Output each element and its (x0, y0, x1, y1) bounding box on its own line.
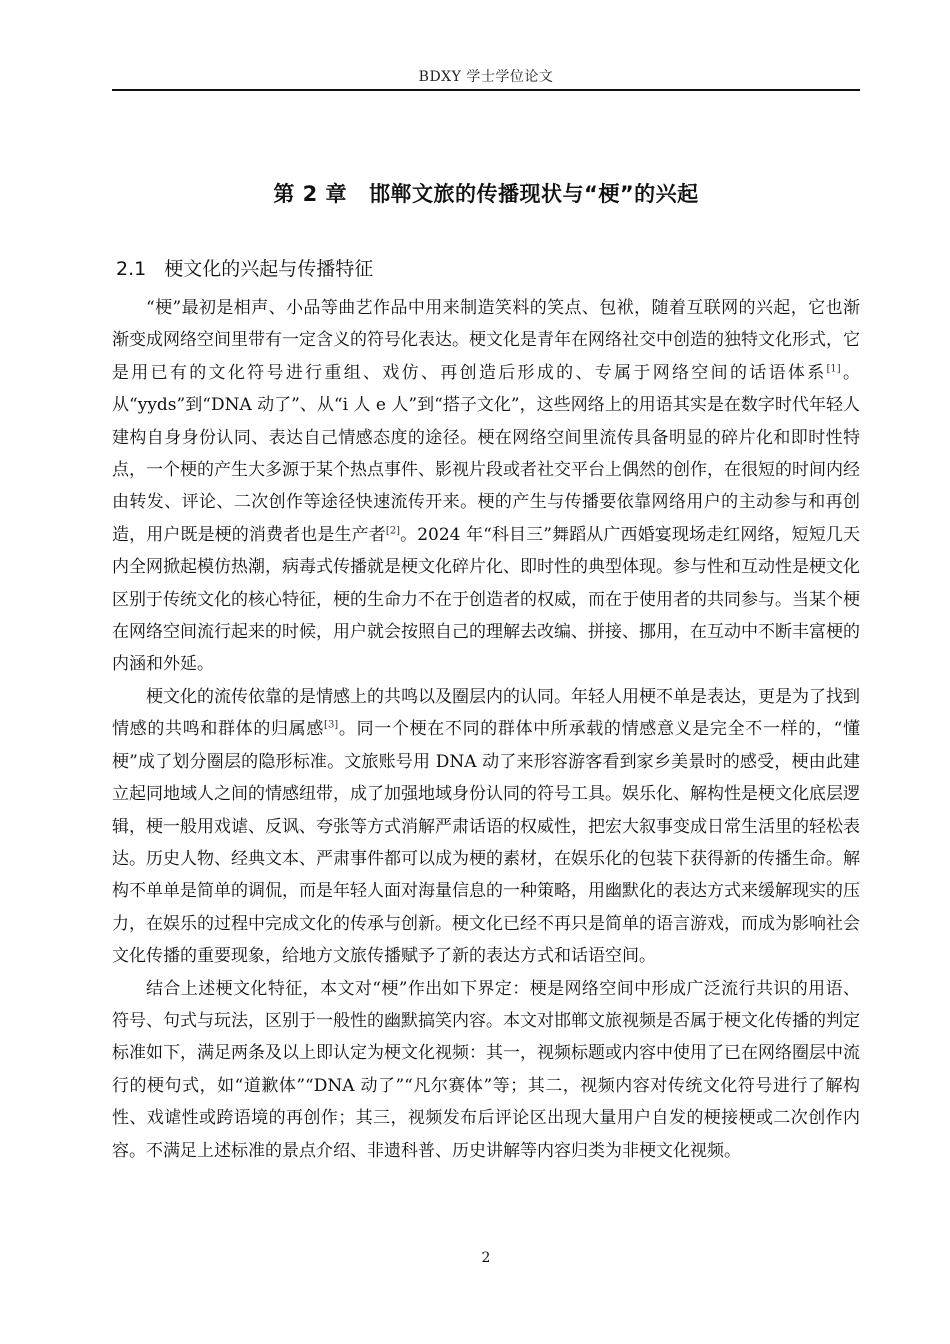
header-rule (112, 89, 860, 91)
citation-ref: [3] (324, 719, 339, 731)
paragraph-text: “梗”最初是相声、小品等曲艺作品中用来制造笑料的笑点、包袱，随着互联网的兴起，它也渐渐变成网络空间里带有一定含义的符号化表达。梗文化是青年在网络社交中创造的独特文化形式，它是用已有的文化符号进行重组、戏仿、再创造后形成的、专属于网络空间的话语体系 (112, 298, 860, 383)
running-header: BDXY 学士学位论文 (418, 69, 554, 85)
paragraph-text: 结合上述梗文化特征，本文对“梗”作出如下界定：梗是网络空间中形成广泛流行共识的用语、符号、句式与玩法，区别于一般性的幽默搞笑内容。本文对邯郸文旅视频是否属于梗文化传播的判定标准如下，满足两条及以上即认定为梗文化视频：其一，视频标题或内容中使用了已在网络圈层中流行的梗句式，如“道歉体”“DNA 动了”“凡尔赛体”等；其二，视频内容对传统文化符号进行了解构性、戏谑性或跨语境的再创作；其三，视频发布后评论区出现大量用户自发的梗接梗或二次创作内容。不满足上述标准的景点介绍、非遗科普、历史讲解等内容归类为非梗文化视频。 (112, 978, 860, 1161)
punctuation: 。 (338, 719, 357, 740)
section-number: 2.1 (116, 258, 147, 280)
section-heading (116, 254, 373, 281)
paragraph-2 (112, 681, 860, 973)
paragraph-text: 2024 年“科目三”舞蹈从广西婚宴现场走红网络，短短几天内全网掀起模仿热潮，病毒式传播就是梗文化碎片化、即时性的典型体现。参与性和互动性是梗文化区别于传统文化的核心特征，梗的生命力不在于创造者的权威，而在于使用者的共同参与。当某个梗在网络空间流行起来的时候，用户就会按照自己的理解去改编、拼接、挪用，在互动中不断丰富梗的内涵和外延。 (112, 524, 861, 675)
paragraph-text: 从“yyds”到“DNA 动了”、从“i 人 e 人”到“搭子文化”，这些网络上的用语其实是在数字时代年轻人建构自身身份认同、表达自己情感态度的途径。梗在网络空间里流传具备明显的碎片化和即时性特点，一个梗的产生大多源于某个热点事件、影视片段或者社交平台上偶然的创作，在很短的时间内经由转发、评论、二次创作等途径快速流传开来。梗的产生与传播要依靠网络用户的主动参与和再创造，用户既是梗的消费者也是生产者 (112, 395, 860, 545)
chapter-number: 第 2 章 (273, 182, 348, 206)
chapter-title (112, 178, 860, 208)
paragraph-text: 梗文化的流传依靠的是情感上的共鸣以及圈层内的认同。年轻人用梗不单是表达，更是为了找到情感的共鸣和群体的归属感 (112, 686, 860, 740)
citation-ref: [1] (826, 363, 841, 375)
chapter-title-text: 邯郸文旅的传播现状与“梗”的兴起 (369, 182, 699, 206)
body-text (112, 292, 860, 1167)
paragraph-3 (112, 973, 860, 1167)
citation-ref: [2] (385, 525, 400, 537)
punctuation: 。 (400, 524, 418, 545)
paragraph-text: 同一个梗在不同的群体中所承载的情感意义是完全不一样的，“懂梗”成了划分圈层的隐形标准。文旅账号用 DNA 动了来形容游客看到家乡美景时的感受，梗由此建立起同地域人之间的情感纽带，成了加强地域身份认同的符号工具。娱乐化、解构性是梗文化底层逻辑，梗一般用戏谑、反讽、夸张等方式消解严肃话语的权威性，把宏大叙事变成日常生活里的轻松表达。历史人物、经典文本、严肃事件都可以成为梗的素材，在娱乐化的包装下获得新的传播生命。解构不单单是简单的调侃，而是年轻人面对海量信息的一种策略，用幽默化的表达方式来缓解现实的压力，在娱乐的过程中完成文化的传承与创新。梗文化已经不再只是简单的语言游戏，而成为影响社会文化传播的重要现象，给地方文旅传播赋予了新的表达方式和话语空间。 (112, 719, 861, 967)
page-number: 2 (481, 1250, 491, 1266)
punctuation: 。 (840, 362, 860, 383)
section-title-text: 梗文化的兴起与传播特征 (164, 258, 374, 280)
paragraph-1 (112, 292, 860, 681)
